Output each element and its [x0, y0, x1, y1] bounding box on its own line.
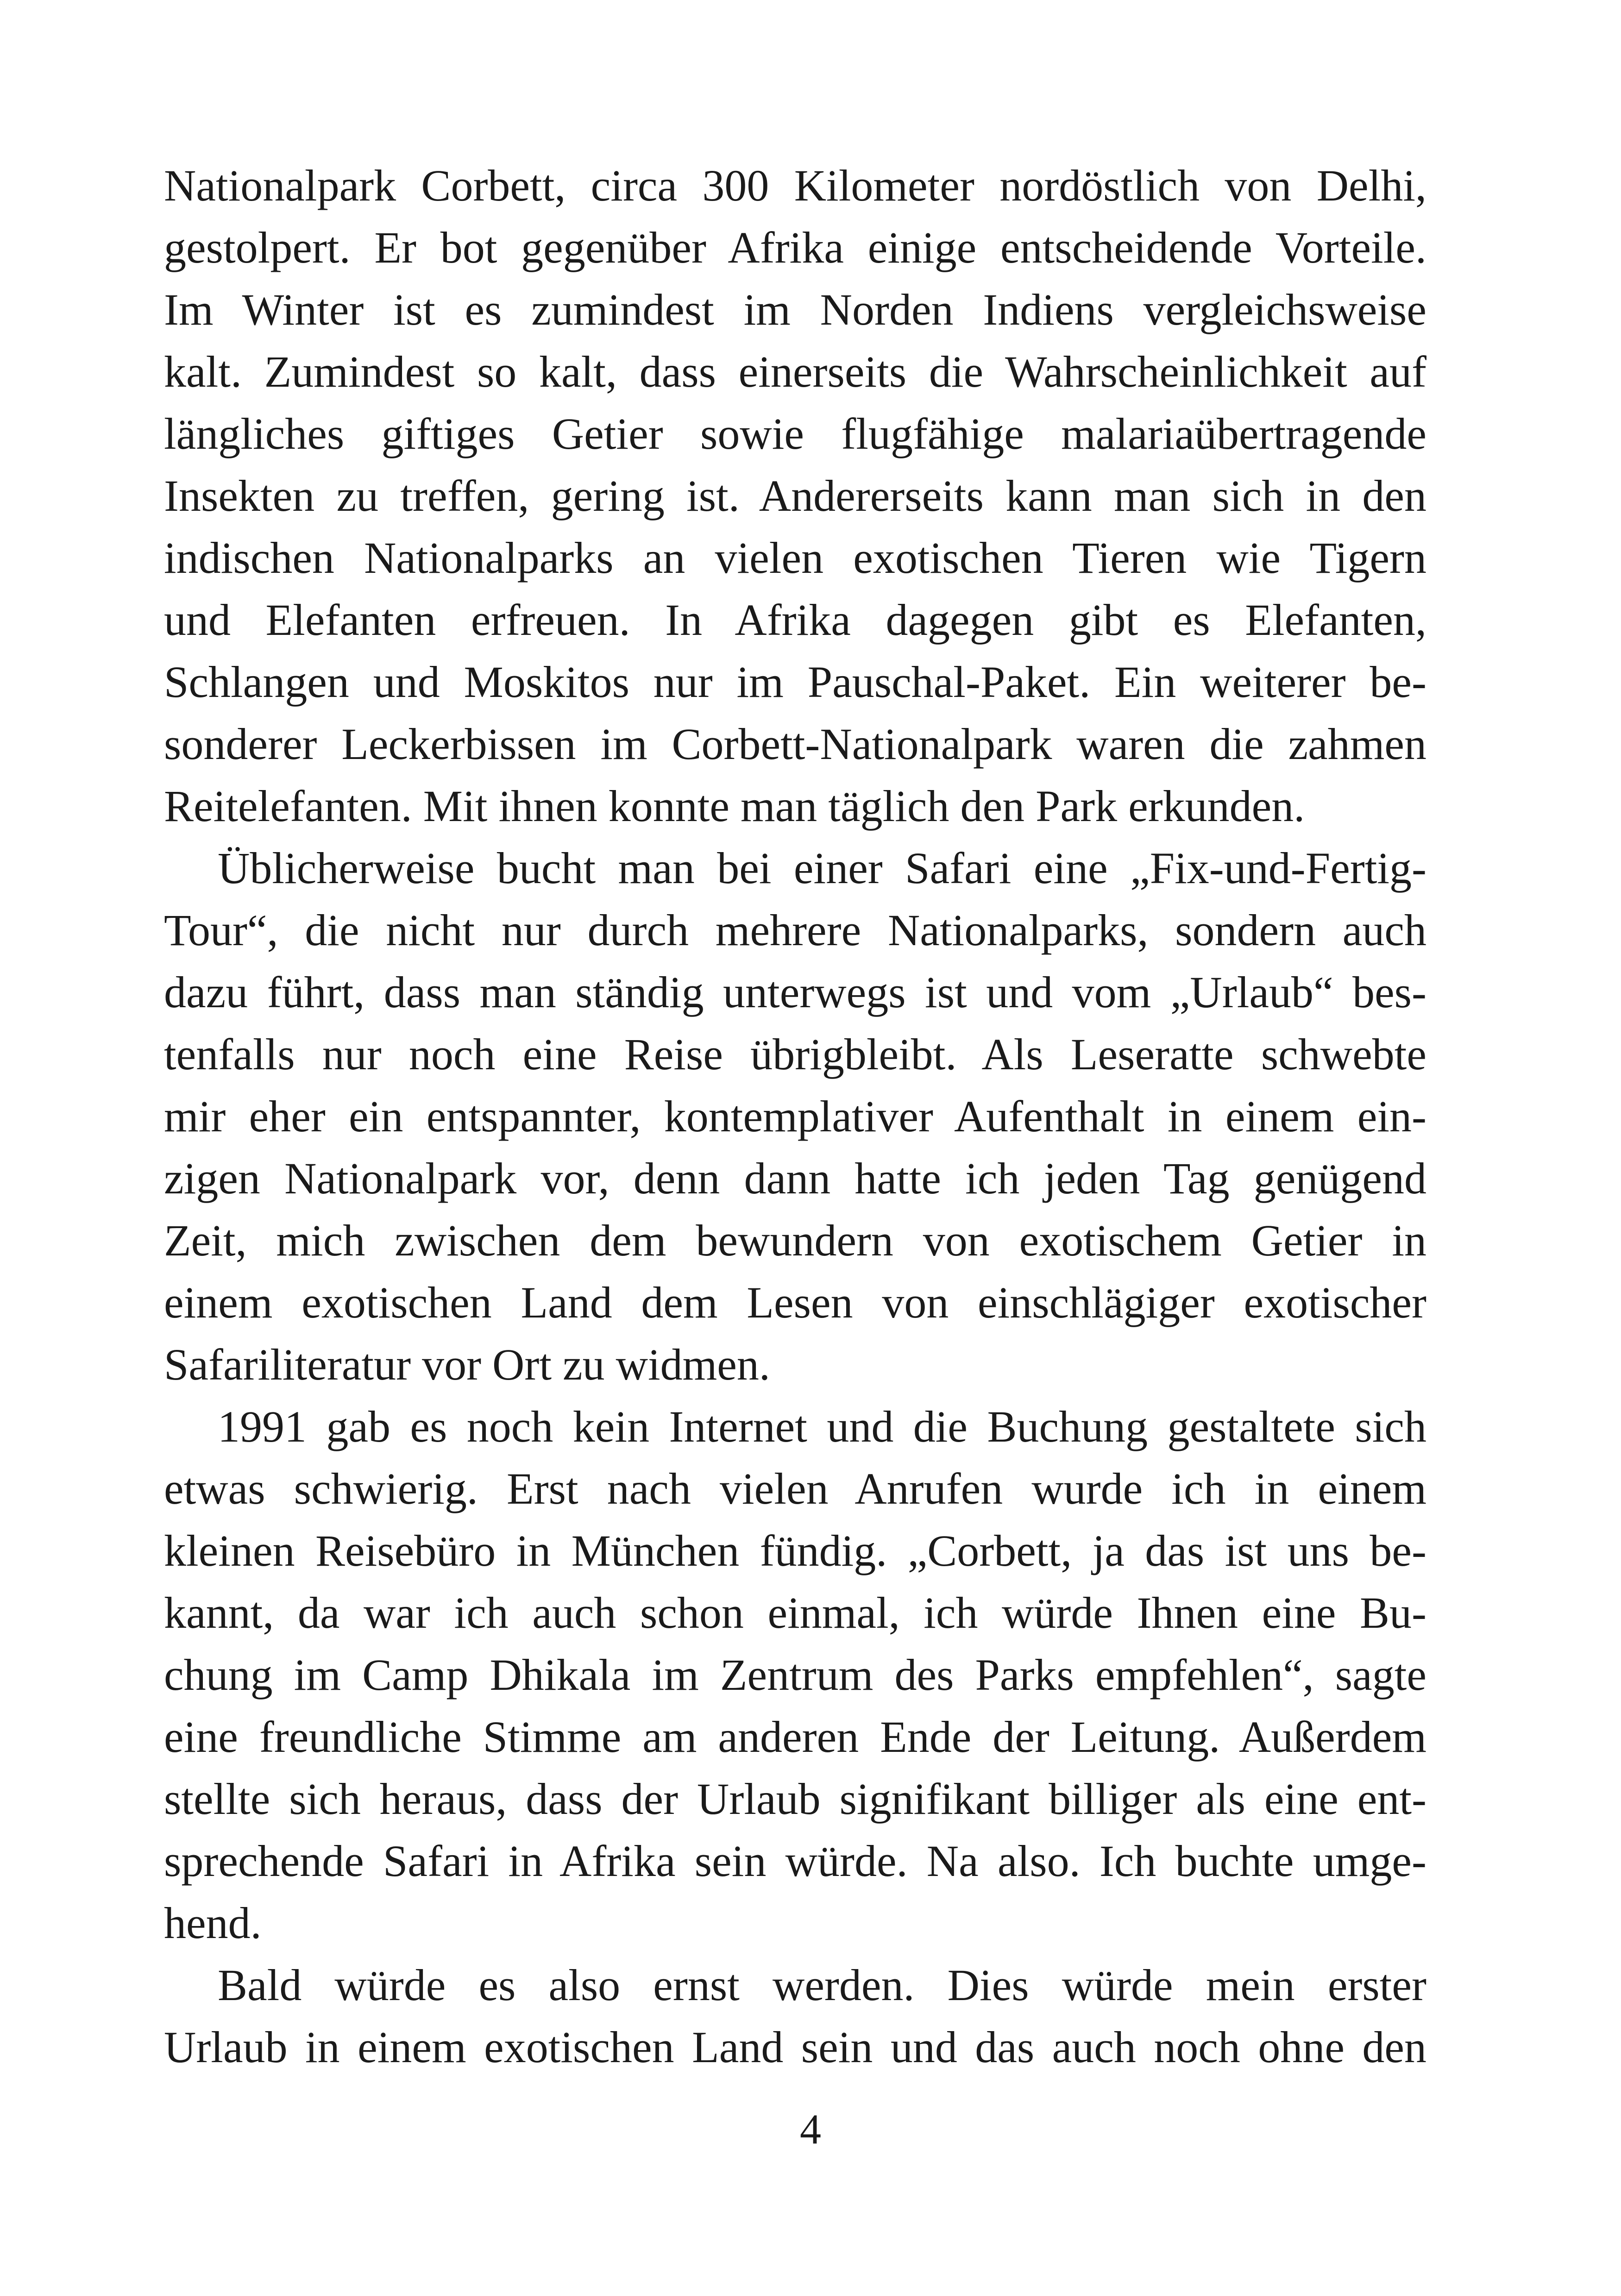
text-line: etwas schwierig. Erst nach vielen Anrufen wurde ich in einem: [164, 1464, 1426, 1513]
text-line: Nationalpark Corbett, circa 300 Kilometer nordöstlich von Delhi,: [164, 161, 1426, 210]
text-line: sprechende Safari in Afrika sein würde. Na also. Ich buchte umge-: [164, 1836, 1426, 1886]
text-line: kannt, da war ich auch schon einmal, ich würde Ihnen eine Bu-: [164, 1588, 1426, 1637]
text-line: Tour“, die nicht nur durch mehrere Nationalparks, sondern auch: [164, 905, 1426, 955]
text-line: stellte sich heraus, dass der Urlaub signifikant billiger als eine ent-: [164, 1774, 1426, 1824]
text-line: indischen Nationalparks an vielen exotischen Tieren wie Tigern: [164, 533, 1426, 583]
text-line: einem exotischen Land dem Lesen von einschlägiger exotischer: [164, 1278, 1426, 1327]
text-line: gestolpert. Er bot gegenüber Afrika einige entscheidende Vorteile.: [164, 223, 1426, 272]
text-line: Bald würde es also ernst werden. Dies würde mein erster: [218, 1960, 1426, 2010]
text-line: zigen Nationalpark vor, denn dann hatte ich jeden Tag genügend: [164, 1154, 1426, 1203]
text-line: Im Winter ist es zumindest im Norden Indiens vergleichsweise: [164, 285, 1426, 334]
text-line: tenfalls nur noch eine Reise übrigbleibt. Als Leseratte schwebte: [164, 1029, 1426, 1079]
paragraph: [164, 1954, 1426, 2078]
text-line: Reitelefanten. Mit ihnen konnte man täglich den Park erkunden.: [164, 781, 1305, 831]
page-number: 4: [800, 2106, 821, 2153]
text-line: Safariliteratur vor Ort zu widmen.: [164, 1340, 770, 1389]
text-line: Schlangen und Moskitos nur im Pauschal-Paket. Ein weiterer be-: [164, 657, 1426, 707]
text-line: Zeit, mich zwischen dem bewundern von exotischem Getier in: [164, 1216, 1426, 1265]
paragraph: [164, 155, 1426, 837]
text-line: dazu führt, dass man ständig unterwegs ist und vom „Urlaub“ bes-: [164, 967, 1426, 1017]
paragraph: [164, 1396, 1426, 1954]
paragraph: [164, 837, 1426, 1396]
text-line: kalt. Zumindest so kalt, dass einerseits die Wahrscheinlichkeit auf: [164, 347, 1426, 396]
text-line: hend.: [164, 1898, 262, 1948]
text-line: sonderer Leckerbissen im Corbett-Nationalpark waren die zahmen: [164, 719, 1426, 769]
body-text: [164, 155, 1426, 2078]
text-line: längliches giftiges Getier sowie flugfähige malariaübertragende: [164, 409, 1426, 458]
text-line: und Elefanten erfreuen. In Afrika dagegen gibt es Elefanten,: [164, 595, 1426, 645]
text-line: mir eher ein entspannter, kontemplativer Aufenthalt in einem ein-: [164, 1092, 1426, 1141]
text-line: kleinen Reisebüro in München fündig. „Corbett, ja das ist uns be-: [164, 1526, 1426, 1575]
text-line: chung im Camp Dhikala im Zentrum des Parks empfehlen“, sagte: [164, 1650, 1426, 1700]
text-line: eine freundliche Stimme am anderen Ende der Leitung. Außerdem: [164, 1712, 1426, 1762]
text-line: 1991 gab es noch kein Internet und die Buchung gestaltete sich: [218, 1402, 1426, 1451]
text-line: Üblicherweise bucht man bei einer Safari eine „Fix-und-Fertig-: [218, 843, 1426, 893]
text-line: Insekten zu treffen, gering ist. Andererseits kann man sich in den: [164, 471, 1426, 521]
text-line: Urlaub in einem exotischen Land sein und das auch noch ohne den: [164, 2022, 1426, 2072]
